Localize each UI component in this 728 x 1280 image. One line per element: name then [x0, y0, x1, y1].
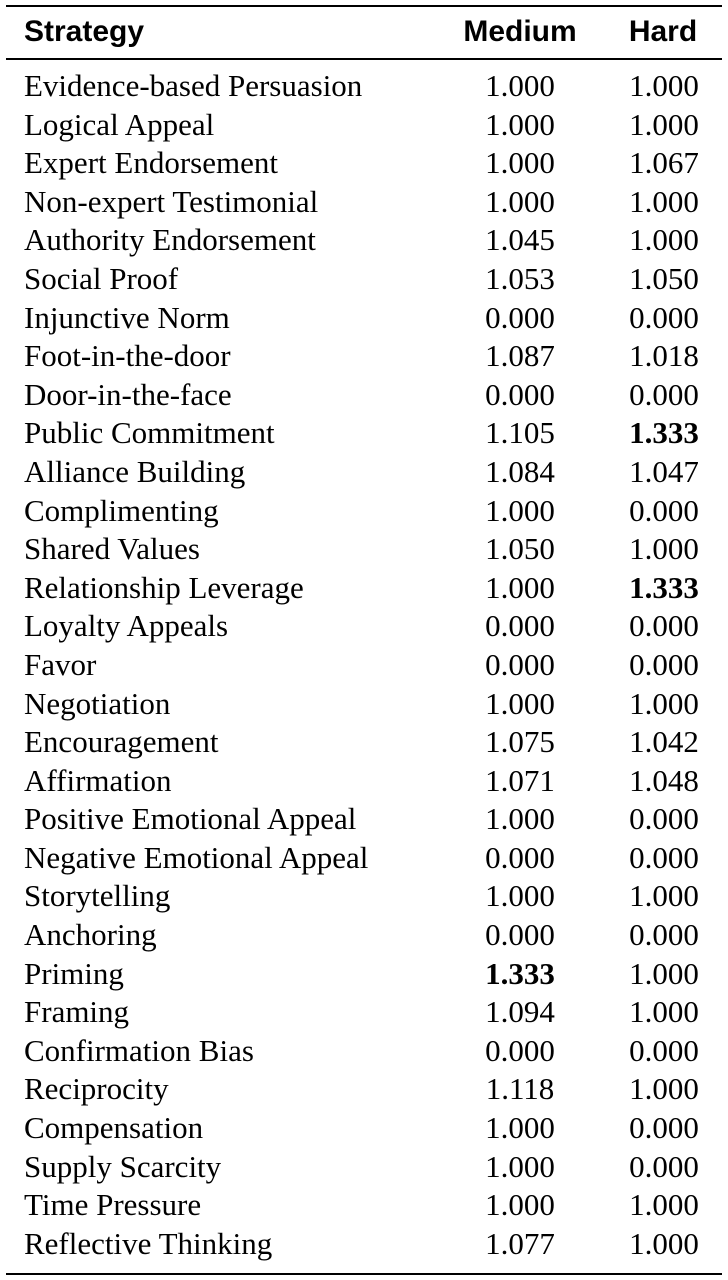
strategy-cell: Reciprocity — [24, 1071, 169, 1107]
table-row — [0, 839, 728, 878]
strategy-cell: Encouragement — [24, 724, 219, 760]
hard-cell: 1.000 — [629, 183, 699, 219]
strategy-cell: Positive Emotional Appeal — [24, 801, 357, 837]
table-row — [0, 299, 728, 338]
hard-cell: 0.000 — [629, 646, 699, 682]
hard-cell: 0.000 — [629, 376, 699, 412]
medium-cell: 1.000 — [485, 1148, 555, 1184]
strategy-cell: Negotiation — [24, 685, 171, 721]
strategy-cell: Compensation — [24, 1110, 204, 1146]
bottom-rule — [6, 1273, 722, 1275]
table-row — [0, 144, 728, 183]
table-row — [0, 414, 728, 453]
hard-cell: 0.000 — [629, 839, 699, 875]
hard-cell: 1.333 — [629, 415, 699, 451]
table-row — [0, 646, 728, 685]
hard-cell: 1.000 — [629, 222, 699, 258]
hard-cell: 1.000 — [629, 878, 699, 914]
strategy-cell: Favor — [24, 646, 97, 682]
strategy-cell: Authority Endorsement — [24, 222, 316, 258]
medium-cell: 1.071 — [485, 762, 555, 798]
table-row — [0, 1186, 728, 1225]
hard-cell: 1.000 — [629, 1071, 699, 1107]
hard-cell: 1.000 — [629, 685, 699, 721]
hard-cell: 0.000 — [629, 299, 699, 335]
header-rule — [6, 58, 722, 60]
table-row — [0, 260, 728, 299]
header-strategy: Strategy — [24, 15, 145, 48]
table-row — [0, 685, 728, 724]
strategy-cell: Foot-in-the-door — [24, 338, 231, 374]
strategy-cell: Anchoring — [24, 917, 157, 953]
hard-cell: 1.000 — [629, 955, 699, 991]
medium-cell: 0.000 — [485, 1032, 555, 1068]
medium-cell: 1.053 — [485, 260, 555, 296]
strategy-cell: Supply Scarcity — [24, 1148, 222, 1184]
hard-cell: 1.050 — [629, 260, 699, 296]
table-row — [0, 67, 728, 106]
medium-cell: 1.000 — [485, 106, 555, 142]
table-row — [0, 955, 728, 994]
table-row — [0, 337, 728, 376]
strategy-cell: Public Commitment — [24, 415, 275, 451]
strategy-cell: Social Proof — [24, 260, 179, 296]
table-row — [0, 800, 728, 839]
strategy-cell: Door-in-the-face — [24, 376, 232, 412]
strategy-cell: Framing — [24, 994, 130, 1030]
medium-cell: 0.000 — [485, 839, 555, 875]
medium-cell: 1.000 — [485, 183, 555, 219]
strategy-cell: Negative Emotional Appeal — [24, 839, 369, 875]
medium-cell: 1.333 — [485, 955, 555, 991]
medium-cell: 1.000 — [485, 145, 555, 181]
hard-cell: 0.000 — [629, 1110, 699, 1146]
strategy-cell: Affirmation — [24, 762, 172, 798]
medium-cell: 1.000 — [485, 801, 555, 837]
medium-cell: 1.118 — [485, 1071, 555, 1107]
medium-cell: 1.000 — [485, 569, 555, 605]
hard-cell: 1.047 — [629, 453, 699, 489]
strategy-cell: Reflective Thinking — [24, 1225, 273, 1261]
strategy-cell: Relationship Leverage — [24, 569, 304, 605]
medium-cell: 1.000 — [485, 878, 555, 914]
table-row — [0, 1109, 728, 1148]
hard-cell: 0.000 — [629, 1148, 699, 1184]
strategy-cell: Evidence-based Persuasion — [24, 68, 363, 103]
table-row — [0, 569, 728, 608]
top-rule — [6, 5, 722, 7]
hard-cell: 0.000 — [629, 801, 699, 837]
strategy-cell: Confirmation Bias — [24, 1032, 254, 1068]
table-row — [0, 993, 728, 1032]
hard-cell: 1.000 — [629, 994, 699, 1030]
hard-cell: 1.000 — [629, 106, 699, 142]
table-row — [0, 376, 728, 415]
medium-cell: 1.000 — [485, 685, 555, 721]
strategy-cell: Complimenting — [24, 492, 219, 528]
table-row — [0, 607, 728, 646]
table-row — [0, 453, 728, 492]
table-row — [0, 762, 728, 801]
table-row — [0, 221, 728, 260]
hard-cell: 0.000 — [629, 1032, 699, 1068]
table-row — [0, 1225, 728, 1264]
hard-cell: 1.000 — [629, 1225, 699, 1261]
medium-cell: 1.094 — [485, 994, 555, 1030]
strategy-cell: Logical Appeal — [24, 106, 215, 142]
medium-cell: 0.000 — [485, 646, 555, 682]
table-row — [0, 530, 728, 569]
medium-cell: 1.045 — [485, 222, 555, 258]
hard-cell: 1.000 — [629, 1187, 699, 1223]
table-body — [0, 67, 728, 1263]
hard-cell: 1.048 — [629, 762, 699, 798]
medium-cell: 0.000 — [485, 376, 555, 412]
strategy-cell: Storytelling — [24, 878, 171, 914]
medium-cell: 0.000 — [485, 299, 555, 335]
table-row — [0, 723, 728, 762]
hard-cell: 1.000 — [629, 531, 699, 567]
table-row — [0, 492, 728, 531]
table-row — [0, 183, 728, 222]
table-row — [0, 1148, 728, 1187]
hard-cell: 1.000 — [629, 68, 699, 103]
medium-cell: 1.000 — [485, 68, 555, 103]
strategy-cell: Non-expert Testimonial — [24, 183, 319, 219]
hard-cell: 1.018 — [629, 338, 699, 374]
medium-cell: 1.105 — [485, 415, 555, 451]
strategy-cell: Injunctive Norm — [24, 299, 230, 335]
hard-cell: 0.000 — [629, 492, 699, 528]
strategy-cell: Priming — [24, 955, 124, 991]
hard-cell: 0.000 — [629, 917, 699, 953]
medium-cell: 1.084 — [485, 453, 555, 489]
table-row — [0, 1070, 728, 1109]
header-medium: Medium — [463, 15, 577, 48]
medium-cell: 1.075 — [485, 724, 555, 760]
strategy-cell: Expert Endorsement — [24, 145, 278, 181]
strategy-cell: Loyalty Appeals — [24, 608, 229, 644]
strategy-cell: Shared Values — [24, 531, 200, 567]
hard-cell: 1.333 — [629, 569, 699, 605]
hard-cell: 1.067 — [629, 145, 699, 181]
medium-cell: 1.000 — [485, 1187, 555, 1223]
table-row — [0, 106, 728, 145]
medium-cell: 1.000 — [485, 1110, 555, 1146]
table-row — [0, 1032, 728, 1071]
medium-cell: 1.000 — [485, 492, 555, 528]
table-row — [0, 877, 728, 916]
strategy-cell: Alliance Building — [24, 453, 246, 489]
strategy-cell: Time Pressure — [24, 1187, 202, 1223]
header-hard: Hard — [628, 15, 698, 48]
medium-cell: 1.087 — [485, 338, 555, 374]
medium-cell: 1.050 — [485, 531, 555, 567]
hard-cell: 1.042 — [629, 724, 699, 760]
table-header — [0, 8, 728, 56]
medium-cell: 1.077 — [485, 1225, 555, 1261]
medium-cell: 0.000 — [485, 608, 555, 644]
medium-cell: 0.000 — [485, 917, 555, 953]
hard-cell: 0.000 — [629, 608, 699, 644]
table-row — [0, 916, 728, 955]
